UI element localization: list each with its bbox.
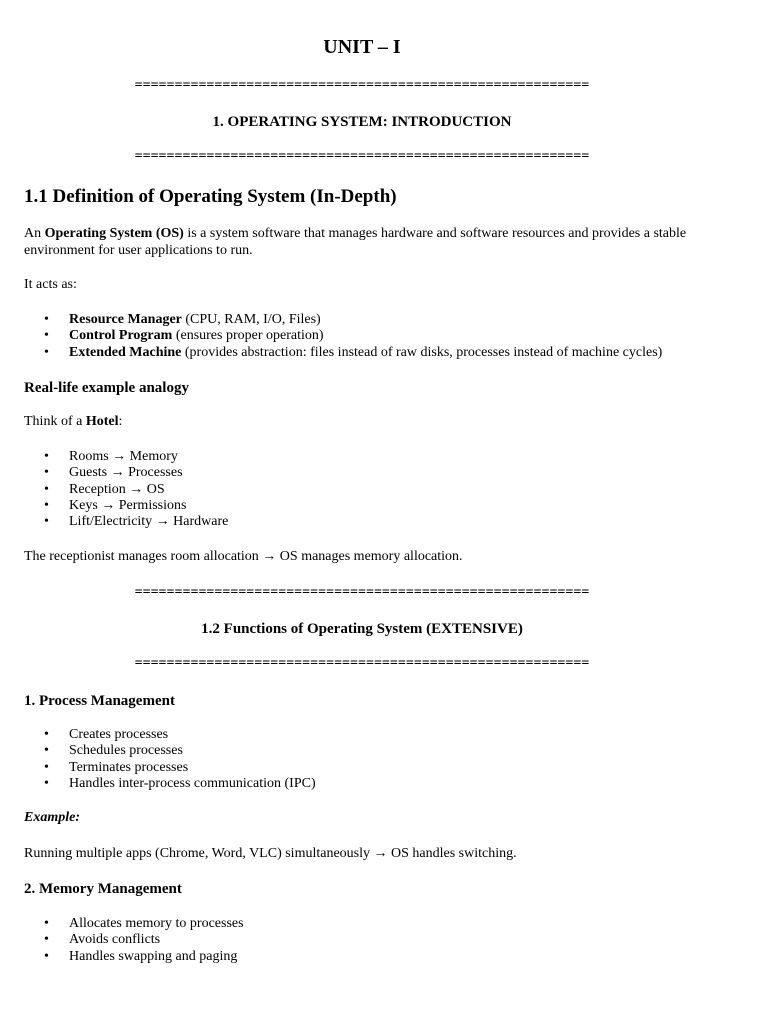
process-management-heading: 1. Process Management — [24, 693, 175, 709]
hotel-lead: Think of a — [24, 414, 86, 429]
list-item — [24, 328, 662, 344]
functions-heading: 1.2 Functions of Operating System (EXTENSIVE) — [201, 621, 523, 637]
acts-as-text: It acts as: — [24, 277, 77, 292]
memory-management-heading: 2. Memory Management — [24, 881, 182, 897]
list-item: • Reception → OS — [24, 482, 228, 498]
unit-title: UNIT – I — [323, 36, 401, 58]
hotel-term: Hotel — [85, 414, 119, 429]
memory-list — [24, 916, 244, 965]
analogy-list — [24, 449, 228, 530]
reception-paragraph: The receptionist manages room allocation → OS manages memory allocation. — [24, 549, 463, 564]
process-list — [24, 727, 316, 792]
list-item: • Lift/Electricity → Hardware — [24, 514, 228, 530]
hotel-rest: : — [118, 414, 123, 429]
hotel-paragraph — [24, 414, 704, 431]
definition-paragraph — [24, 226, 704, 259]
definition-heading: 1.1 Definition of Operating System (In-Depth) — [24, 186, 397, 207]
separator-line: ========================================================= — [134, 656, 590, 671]
role-desc: (CPU, RAM, I/O, Files) — [181, 312, 321, 327]
list-item: • Handles swapping and paging — [24, 949, 244, 965]
list-item — [24, 312, 662, 328]
definition-lead: An — [24, 226, 45, 241]
role-term: Control Program — [69, 328, 173, 344]
list-item: • Schedules processes — [24, 743, 316, 759]
list-item: • Rooms → Memory — [24, 449, 228, 465]
role-term: Extended Machine — [69, 344, 182, 360]
list-item: • Creates processes — [24, 727, 316, 743]
section-heading: 1. OPERATING SYSTEM: INTRODUCTION — [212, 114, 512, 130]
list-item: • Keys → Permissions — [24, 498, 228, 514]
role-desc: (provides abstraction: files instead of raw disks, processes instead of machine cycles) — [181, 344, 663, 360]
example-paragraph: Running multiple apps (Chrome, Word, VLC) simultaneously → OS handles switching. — [24, 846, 517, 861]
separator-line: ========================================================= — [134, 78, 590, 93]
separator-line: ========================================================= — [134, 149, 590, 164]
list-item: • Allocates memory to processes — [24, 916, 244, 932]
list-item: • Avoids conflicts — [24, 932, 244, 948]
role-desc: (ensures proper operation) — [172, 328, 324, 344]
role-term: Resource Manager — [69, 312, 182, 327]
list-item — [24, 345, 662, 361]
separator-line: ========================================================= — [134, 585, 590, 600]
definition-rest: is a system software that manages hardware and software resources and provides a stable environment for user applications to run. — [24, 226, 687, 258]
list-item: • Guests → Processes — [24, 465, 228, 481]
definition-term: Operating System (OS) — [44, 226, 184, 241]
list-item: • Terminates processes — [24, 760, 316, 776]
analogy-heading: Real-life example analogy — [24, 380, 189, 396]
example-label: Example: — [24, 810, 80, 825]
list-item: • Handles inter-process communication (IPC) — [24, 776, 316, 792]
roles-list — [24, 312, 662, 361]
